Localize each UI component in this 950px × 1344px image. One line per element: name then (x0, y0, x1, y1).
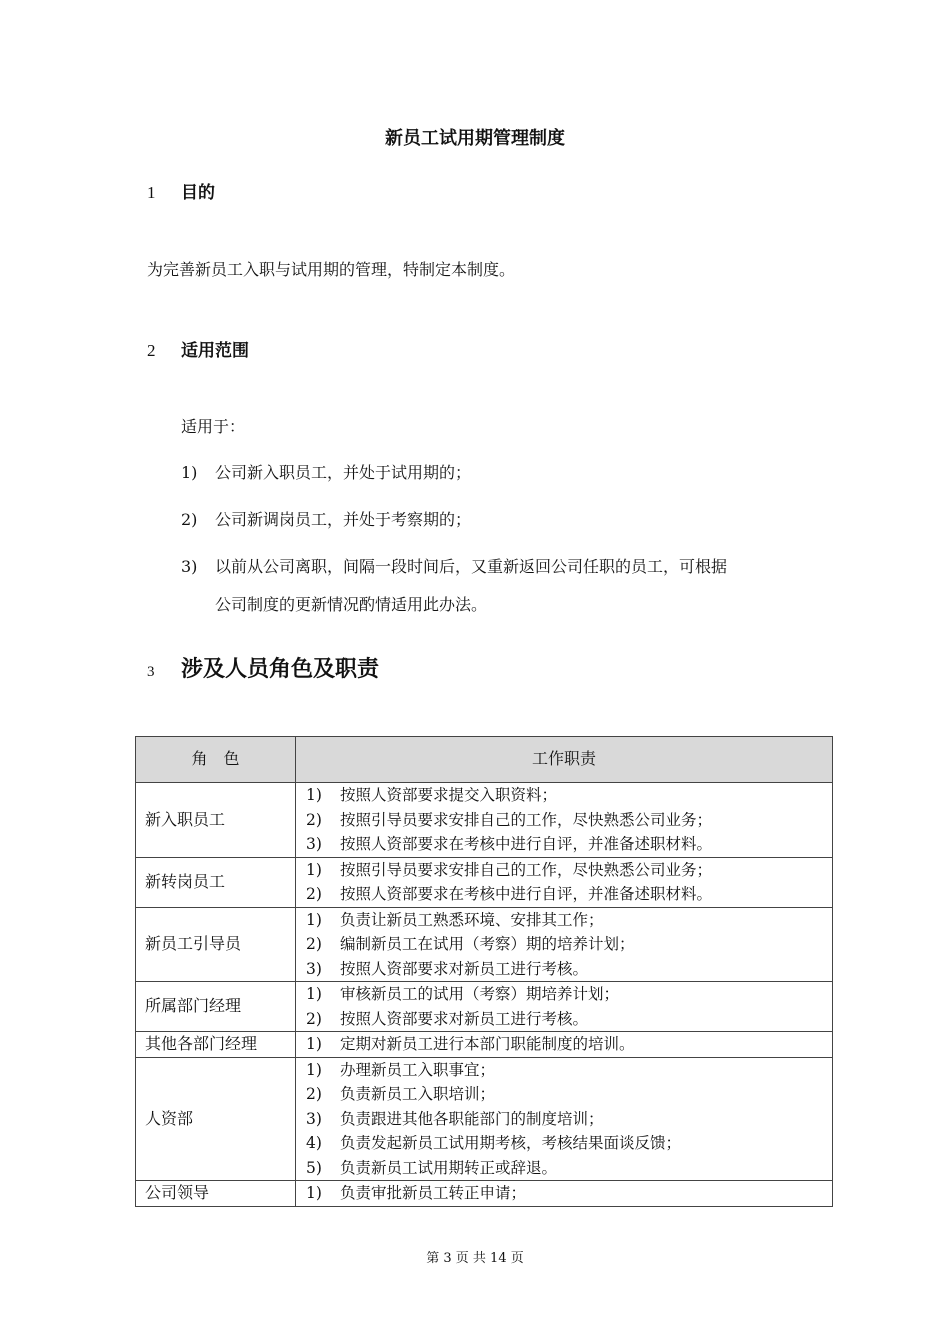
duty-item (306, 908, 832, 933)
item-text: 以前从公司离职，间隔一段时间后，又重新返回公司任职的员工，可根据 (215, 557, 728, 576)
duty-number: 1) (306, 786, 322, 804)
duties-cell (296, 783, 833, 858)
role-cell: 其他各部门经理 (136, 1032, 296, 1058)
duties-cell (296, 857, 833, 907)
role-cell: 公司领导 (136, 1181, 296, 1207)
section-title: 适用范围 (181, 341, 249, 361)
duty-number: 3) (306, 835, 322, 853)
duty-item (306, 982, 832, 1007)
item-number: 3) (181, 557, 198, 576)
duty-item (306, 1082, 832, 1107)
section-number: 3 (147, 664, 155, 680)
duty-text: 负责审批新员工转正申请； (340, 1184, 527, 1202)
duty-number: 1) (306, 1184, 322, 1202)
role-cell: 新员工引导员 (136, 907, 296, 982)
role-cell: 所属部门经理 (136, 982, 296, 1032)
duties-cell (296, 982, 833, 1032)
duty-number: 2) (306, 885, 322, 903)
duty-text: 负责发起新员工试用期考核，考核结果面谈反馈； (340, 1134, 682, 1152)
section-title: 涉及人员角色及职责 (181, 657, 380, 682)
table-header-row (136, 737, 833, 783)
duty-text: 按照人资部要求提交入职资料； (340, 786, 558, 804)
duty-text: 按照引导员要求安排自己的工作，尽快熟悉公司业务； (340, 860, 713, 879)
duty-text: 按照人资部要求在考核中进行自评，并准备述职材料。 (340, 835, 713, 853)
scope-item-continuation: 公司制度的更新情况酌情适用此办法。 (215, 595, 488, 614)
duties-cell (296, 907, 833, 982)
duty-text: 按照人资部要求对新员工进行考核。 (340, 1009, 589, 1028)
duty-number: 3) (306, 1109, 322, 1128)
duty-number: 1) (306, 910, 322, 929)
header-role: 角 色 (136, 737, 296, 783)
section-1-text: 为完善新员工入职与试用期的管理，特制定本制度。 (147, 260, 516, 279)
duty-item (306, 783, 832, 808)
scope-intro: 适用于： (181, 417, 246, 436)
duty-text: 定期对新员工进行本部门职能制度的培训。 (340, 1035, 635, 1053)
duty-text: 办理新员工入职事宜； (340, 1060, 496, 1079)
section-1-heading (147, 178, 215, 203)
table-row (136, 857, 833, 907)
duty-item (306, 1181, 832, 1206)
duty-item (306, 882, 832, 907)
section-title: 目的 (181, 183, 215, 203)
duty-item (306, 932, 832, 957)
scope-item (181, 507, 471, 530)
duty-text: 负责让新员工熟悉环境、安排其工作； (340, 910, 604, 929)
duty-item (306, 1058, 832, 1083)
duty-text: 按照人资部要求在考核中进行自评，并准备述职材料。 (340, 885, 713, 903)
duties-cell (296, 1032, 833, 1058)
duty-item (306, 1156, 832, 1181)
section-2-heading (147, 336, 249, 361)
duty-item (306, 808, 832, 833)
duty-item (306, 832, 832, 857)
duty-number: 1) (306, 1060, 322, 1079)
scope-item (181, 460, 471, 483)
page-footer: 第 3 页 共 14 页 (426, 1251, 524, 1266)
duty-item (306, 1032, 832, 1057)
role-cell: 新入职员工 (136, 783, 296, 858)
scope-item (181, 554, 727, 577)
header-duties: 工作职责 (296, 737, 833, 783)
duty-number: 4) (306, 1134, 322, 1152)
duty-text: 编制新员工在试用（考察）期的培养计划； (340, 935, 635, 953)
duty-text: 负责新员工试用期转正或辞退。 (340, 1158, 558, 1177)
table-row (136, 1057, 833, 1181)
duties-cell (296, 1181, 833, 1207)
duty-text: 审核新员工的试用（考察）期培养计划； (340, 985, 620, 1003)
section-3-heading (147, 652, 379, 683)
duty-number: 1) (306, 985, 322, 1003)
duty-item (306, 1007, 832, 1032)
table-row (136, 1181, 833, 1207)
duties-cell (296, 1057, 833, 1181)
duty-item (306, 858, 832, 883)
duty-number: 3) (306, 959, 322, 978)
duty-item (306, 957, 832, 982)
item-number: 1) (181, 463, 198, 482)
duty-item (306, 1107, 832, 1132)
section-number: 1 (147, 183, 156, 202)
item-text: 公司新入职员工，并处于试用期的； (215, 463, 472, 482)
item-number: 2) (181, 510, 198, 529)
duty-text: 按照引导员要求安排自己的工作，尽快熟悉公司业务； (340, 810, 713, 829)
duty-text: 负责新员工入职培训； (340, 1085, 496, 1103)
document-title: 新员工试用期管理制度 (385, 128, 565, 149)
duty-number: 2) (306, 1009, 322, 1028)
duty-text: 负责跟进其他各职能部门的制度培训； (340, 1109, 604, 1128)
table-row (136, 783, 833, 858)
role-cell: 人资部 (136, 1057, 296, 1181)
duty-number: 1) (306, 1035, 322, 1053)
duty-number: 1) (306, 860, 322, 879)
item-text: 公司新调岗员工，并处于考察期的； (215, 510, 472, 529)
duty-number: 5) (306, 1158, 322, 1177)
section-number: 2 (147, 341, 156, 360)
duty-number: 2) (306, 935, 322, 953)
duty-text: 按照人资部要求对新员工进行考核。 (340, 959, 589, 978)
table-row (136, 982, 833, 1032)
duty-number: 2) (306, 810, 322, 829)
table-row (136, 1032, 833, 1058)
roles-table (135, 736, 833, 1207)
table-row (136, 907, 833, 982)
role-cell: 新转岗员工 (136, 857, 296, 907)
duty-number: 2) (306, 1085, 322, 1103)
duty-item (306, 1131, 832, 1156)
